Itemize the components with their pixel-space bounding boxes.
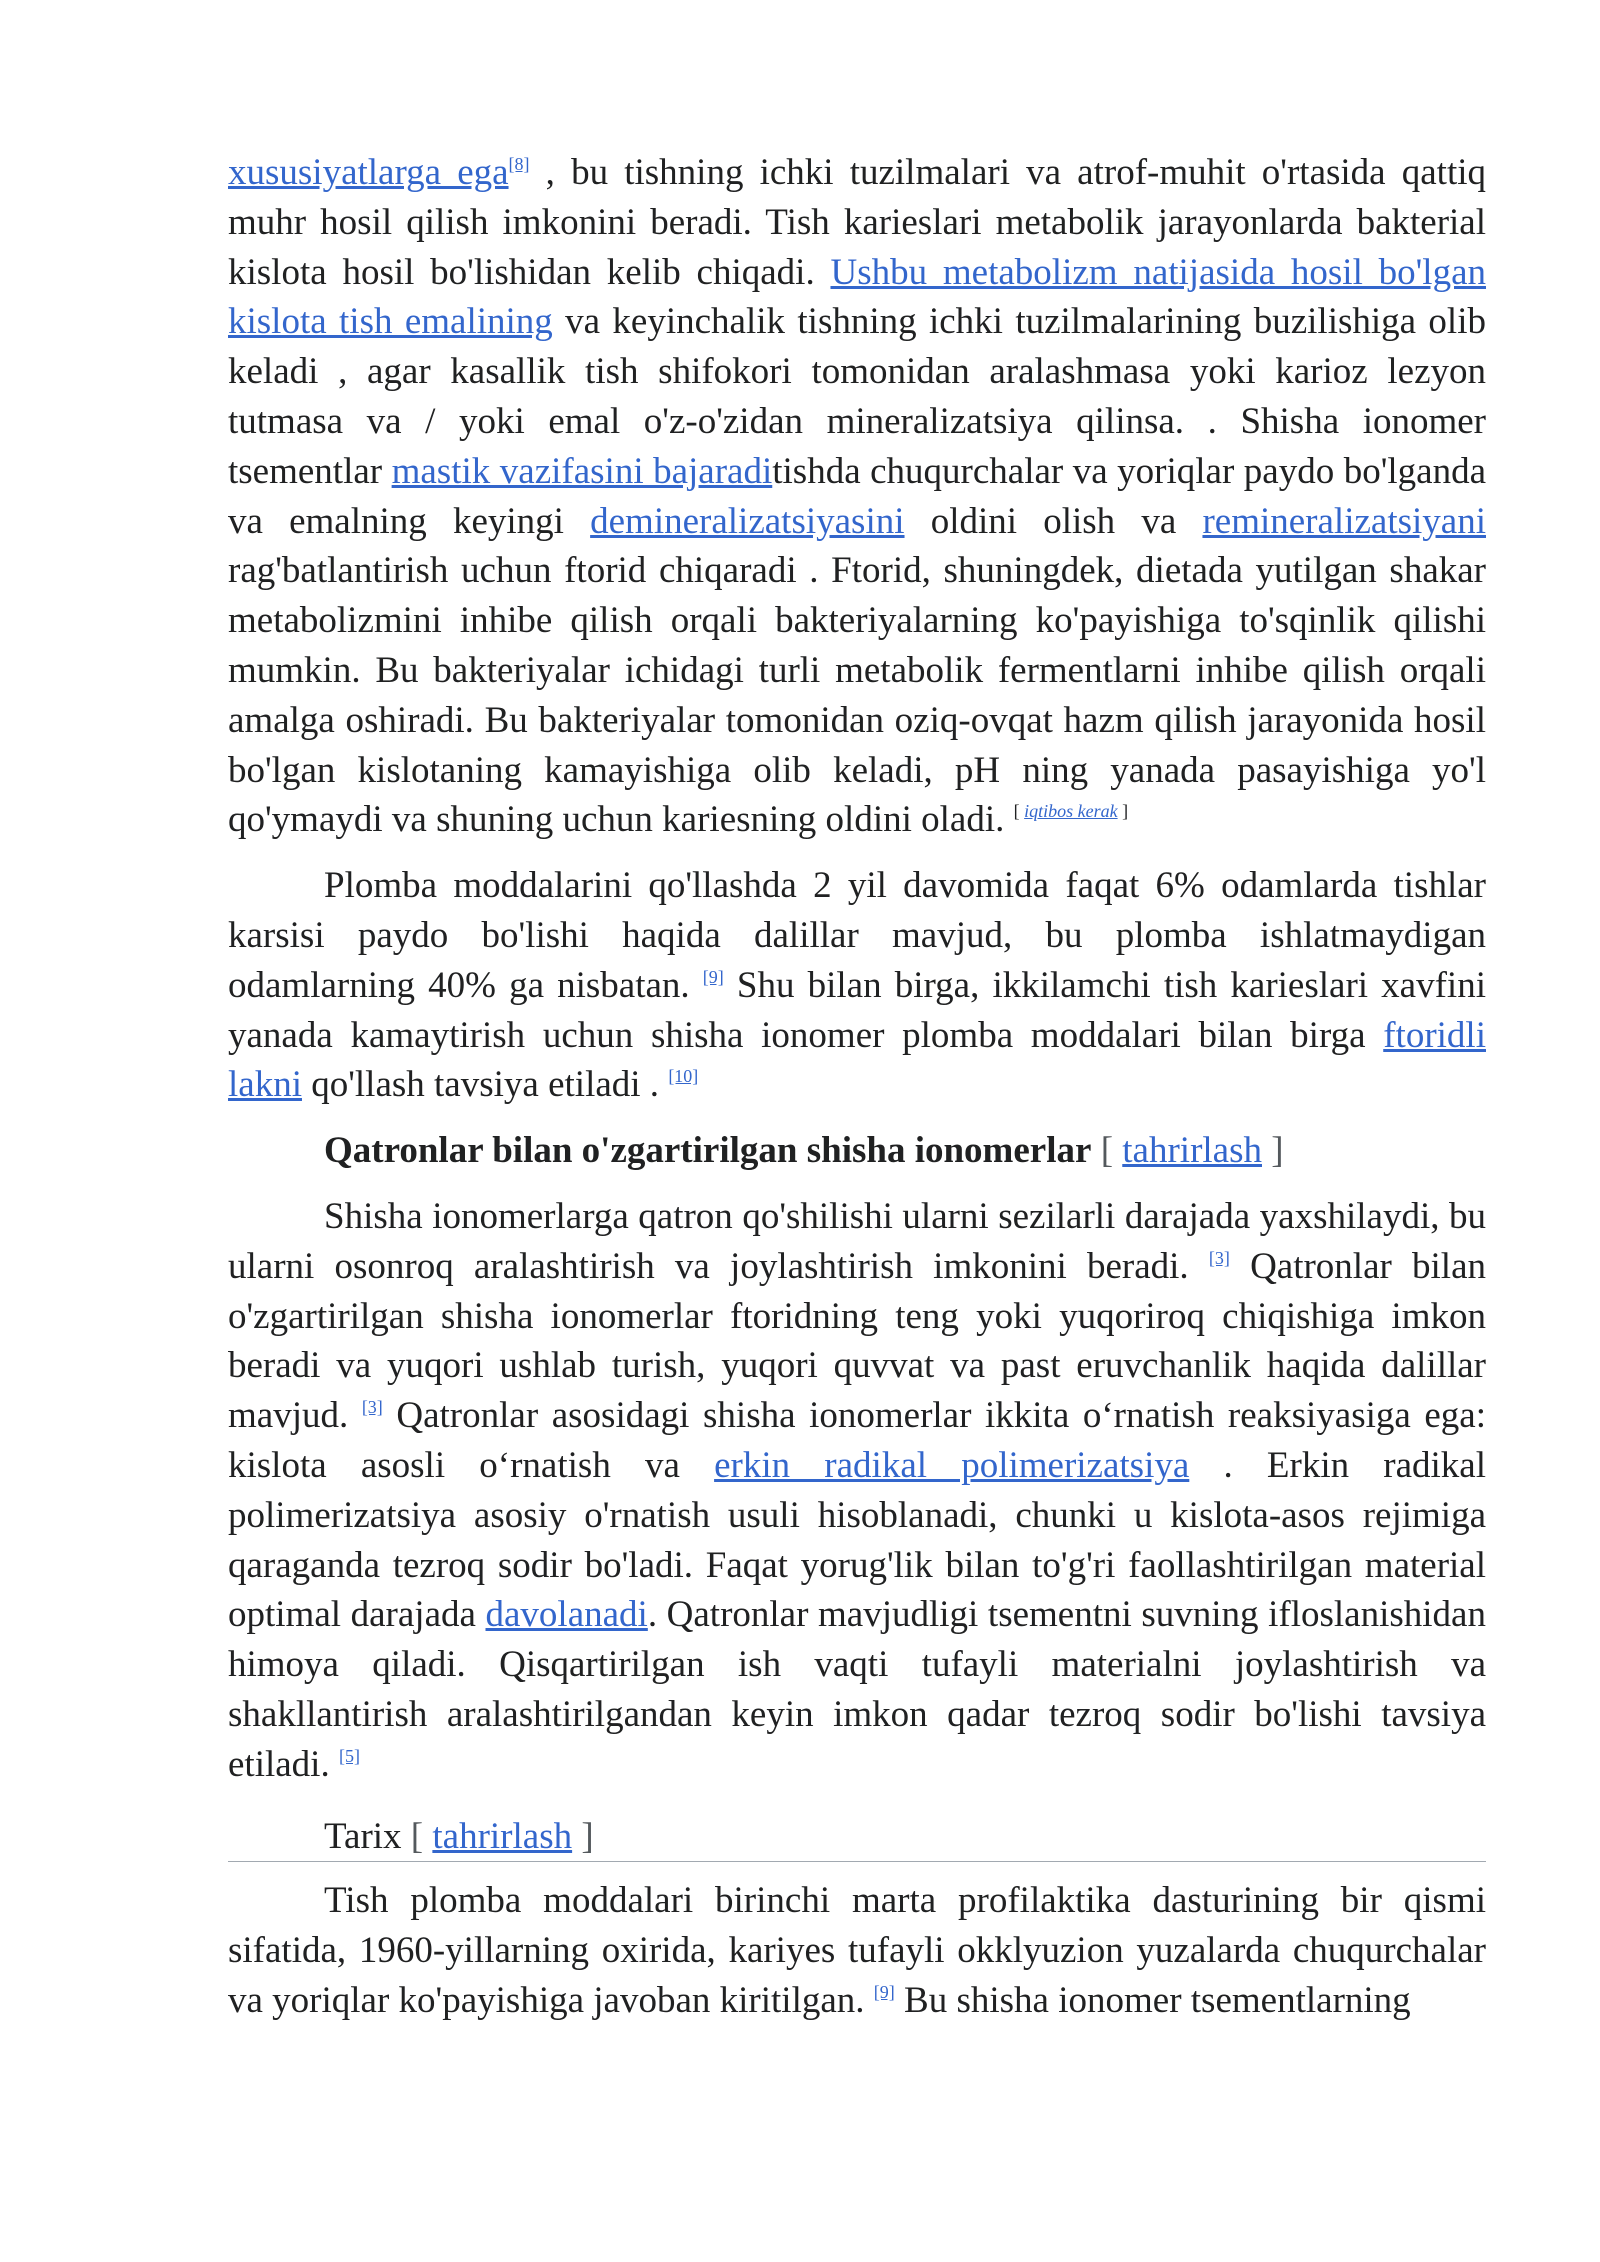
heading-title: Qatronlar bilan o'zgartirilgan shisha ionomerlar	[324, 1130, 1092, 1172]
paragraph-caries	[228, 148, 1486, 845]
footnote-link-8[interactable]: [8]	[508, 154, 530, 174]
text-run: Plomba moddalarini qo'llashda 2 yil davomida faqat 6% odamlarda tishlar karsisi paydo bo'lishi haqida dalillar mavjud, bu plomba ishlatmaydigan odamlarning 40% ga nisbatan.	[228, 865, 1486, 1006]
link-davolanadi[interactable]: davolanadi	[485, 1594, 648, 1636]
text-run: Shu bilan birga, ikkilamchi tish karieslari xavfini yanada kamaytirish uchun shisha ionomer plomba moddalari bilan birga	[228, 964, 1486, 1056]
link-xususiyatlarga-ega[interactable]: xususiyatlarga ega	[228, 152, 509, 193]
section-heading-tarix	[228, 1812, 1486, 1863]
citation-needed: [ iqtibos kerak ]	[1013, 801, 1129, 822]
document-page	[228, 148, 1486, 2026]
footnote-ref-9	[703, 967, 724, 987]
footnote-link-5[interactable]: [5]	[338, 1745, 360, 1766]
text-run: oldini olish va	[904, 500, 1203, 542]
footnote-ref-9b	[874, 1982, 895, 2002]
link-ftoridli-lakni[interactable]: ftoridli lakni	[228, 1014, 1486, 1106]
text-run: rag'batlantirish uchun ftorid chiqaradi . Ftorid, shuningdek, dietada yutilgan shakar metabolizmini inhibe qilish orqali bakteriyalarning ko'payishiga to'sqinlik qilishi mumkin. Bu bakteriyalar ichidagi turli metabolik fermentlarni inhibe qilish orqali amalga oshiradi. Bu bakteriyalar tomonidan oziq-ovqat hazm qilish jarayonida hosil bo'lgan kislotaning kamayishiga olib keladi, pH ning yanada pasayishiga yo'l qo'ymaydi va shuning uchun kariesning oldini oladi.	[228, 550, 1486, 841]
text-run: . Qatronlar mavjudligi tsementni suvning ifloslanishidan himoya qiladi. Qisqartirilgan ish vaqti tufayli materialni joylashtirish va shakllantirish aralashtirilgandan keyin imkon qadar tezroq sodir bo'lishi tavsiya etiladi.	[228, 1594, 1486, 1785]
paragraph-plomba	[228, 861, 1486, 1110]
paragraph-qatronlar	[228, 1192, 1486, 1790]
section-heading-qatronlar	[228, 1126, 1486, 1176]
text-run: tishda chuqurchalar va yoriqlar paydo bo'lganda va emalning keyingi	[228, 450, 1486, 542]
edit-link[interactable]: tahrirlash	[432, 1815, 573, 1857]
text-run: , bu tishning ichki tuzilmalari va atrof-muhit o'rtasida qattiq muhr hosil qilish imkonini beradi. Tish karieslari metabolik jarayonlarda bakterial kislota hosil bo'lishidan kelib chiqadi.	[228, 152, 1487, 293]
paragraph-tarix	[228, 1876, 1486, 2025]
text-run: . Erkin radikal polimerizatsiya asosiy o'rnatish usuli hisoblanadi, chunki u kislota-asos rejimiga qaraganda tezroq sodir bo'ladi. Faqat yorug'lik bilan to'g'ri faollashtirilgan material optimal darajada	[228, 1444, 1487, 1636]
footnote-link-3b[interactable]: [3]	[361, 1397, 383, 1418]
text-run: Bu shisha ionomer tsementlarning	[894, 1979, 1411, 2021]
heading-title: Tarix	[324, 1815, 402, 1857]
text-run: va keyinchalik tishning ichki tuzilmalarining buzilishiga olib keladi , agar kasallik tish shifokori tomonidan aralashmasa yoki karioz lezyon tutmasa va / yoki emal o'z-o'zidan mineralizatsiya qilinsa. . Shisha ionomer tsementlar	[228, 301, 1486, 492]
citation-needed-link[interactable]: iqtibos kerak	[1024, 801, 1118, 822]
footnote-ref-3b	[362, 1397, 383, 1417]
footnote-link-3[interactable]: [3]	[1208, 1247, 1230, 1268]
text-run: Qatronlar asosidagi shisha ionomerlar ikkita oʻrnatish reaksiyasiga ega: kislota asosli oʻrnatish va	[228, 1395, 1486, 1486]
footnote-ref-8	[509, 154, 530, 174]
edit-section: [ tahrirlash ]	[401, 1815, 594, 1857]
footnote-ref-5	[339, 1746, 360, 1766]
text-run: Tish plomba moddalari birinchi marta profilaktika dasturining bir qismi sifatida, 1960-yillarning oxirida, kariyes tufayli okklyuzion yuzalarda chuqurchalar va yoriqlar ko'payishiga javoban kiritilgan.	[228, 1880, 1486, 2021]
footnote-link-9b[interactable]: [9]	[873, 1981, 895, 2002]
footnote-ref-10	[668, 1066, 698, 1086]
text-run: Shisha ionomerlarga qatron qo'shilishi ularni sezilarli darajada yaxshilaydi, bu ularni osonroq aralashtirish va joylashtirish imkonini beradi.	[228, 1195, 1486, 1287]
link-remineralizatsiya[interactable]: remineralizatsiyani	[1202, 500, 1486, 542]
edit-section: [ tahrirlash ]	[1091, 1130, 1284, 1172]
link-erkin-radikal[interactable]: erkin radikal polimerizatsiya	[714, 1444, 1190, 1486]
edit-link[interactable]: tahrirlash	[1122, 1130, 1262, 1172]
text-run: qo'llash tavsiya etiladi .	[301, 1064, 669, 1106]
text-run: Qatronlar bilan o'zgartirilgan shisha ionomerlar ftoridning teng yoki yuqoriroq chiqishiga imkon beradi va yuqori ushlab turish, yuqori quvvat va past eruvchanlik haqida dalillar mavjud.	[228, 1245, 1487, 1437]
link-demineralizatsiya[interactable]: demineralizatsiyasini	[590, 500, 905, 542]
link-metabolizm-kislota[interactable]: Ushbu metabolizm natijasida hosil bo'lgan kislota tish emalining	[228, 251, 1486, 343]
footnote-ref-3	[1209, 1248, 1230, 1268]
footnote-link-10[interactable]: [10]	[668, 1066, 699, 1087]
link-mastik-vazifasini[interactable]: mastik vazifasini bajaradi	[391, 450, 773, 492]
footnote-link-9[interactable]: [9]	[702, 966, 724, 987]
